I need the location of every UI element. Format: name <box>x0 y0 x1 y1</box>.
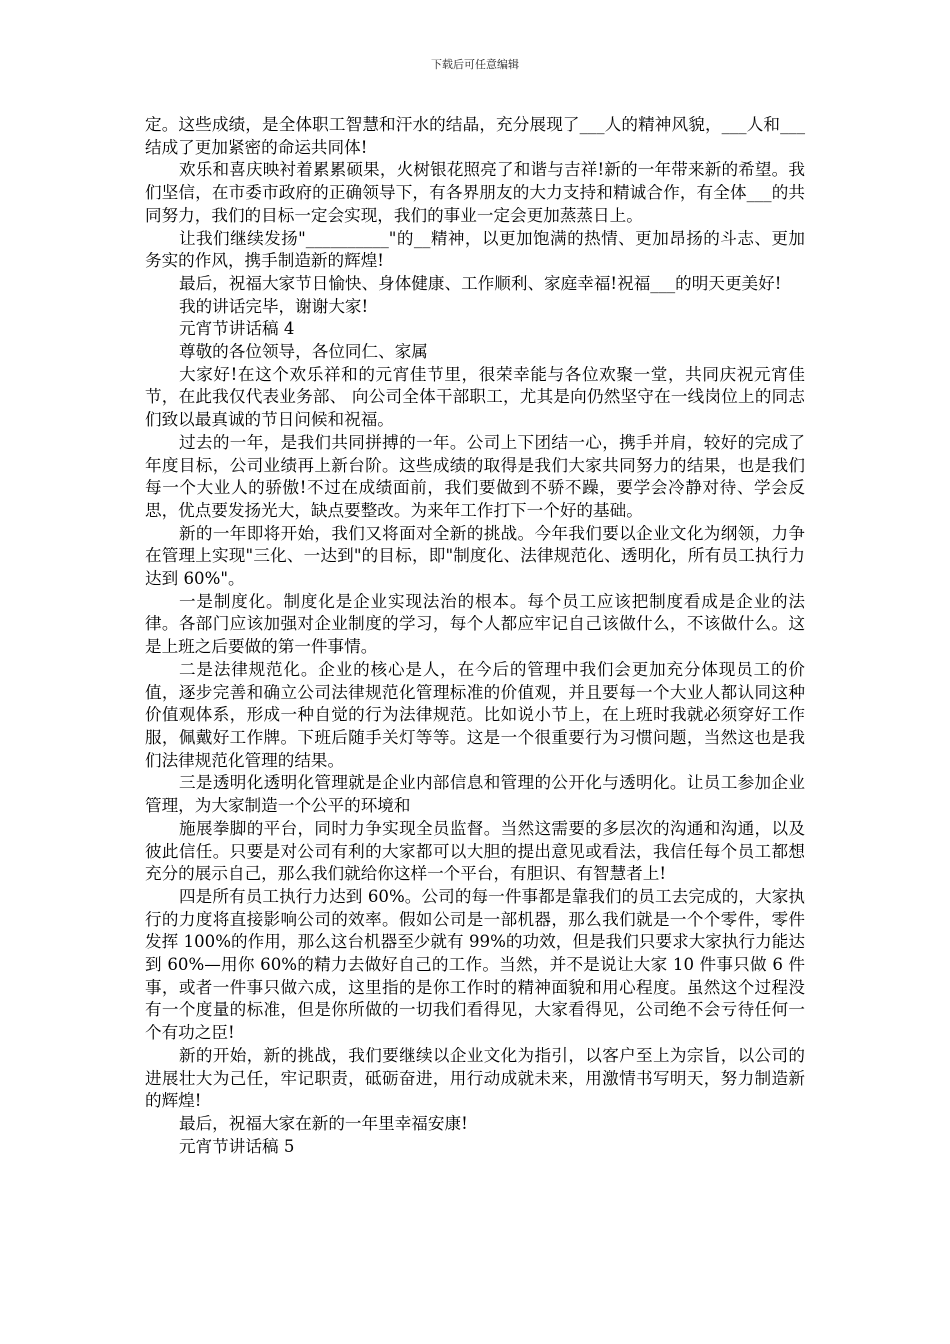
paragraph: 三是透明化透明化管理就是企业内部信息和管理的公开化与透明化。让员工参加企业管理，为大家制造一个公平的环境和 <box>145 773 805 816</box>
paragraph: 一是制度化。制度化是企业实现法治的根本。每个员工应该把制度看成是企业的法律。各部门应该加强对企业制度的学习，每个人都应牢记自己该做什么，不该做什么。这是上班之后要做的第一件事情。 <box>145 591 805 657</box>
paragraph: 新的一年即将开始，我们又将面对全新的挑战。今年我们要以企业文化为纲领，力争在管理上实现"三化、一达到"的目标，即"制度化、法律规范化、透明化，所有员工执行力达到 60%"。 <box>145 523 805 589</box>
salutation: 尊敬的各位领导，各位同仁、家属 <box>179 342 428 362</box>
page-header: 下载后可任意编辑 <box>431 58 519 71</box>
paragraph: 新的开始，新的挑战，我们要继续以企业文化为指引，以客户至上为宗旨，以公司的进展壮大为己任，牢记职责，砥砺奋进，用行动成就未来，用激情书写明天，努力制造新的辉煌! <box>145 1045 805 1111</box>
document-body <box>145 114 805 1158</box>
paragraph: 我的讲话完毕，谢谢大家! <box>179 296 369 316</box>
paragraph: 让我们继续发扬"__________"的__精神，以更加饱满的热情、更加昂扬的斗志、更加务实的作风，携手制造新的辉煌! <box>145 228 805 271</box>
paragraph: 四是所有员工执行力达到 60%。公司的每一件事都是靠我们的员工去完成的，大家执行的力度将直接影响公司的效率。假如公司是一部机器，那么我们就是一个个零件，零件发挥 100%的作用，那么这台机器至少就有 99%的功效，但是我们只要求大家执行力能达到 60%—用你 60%的精力去做好自己的工作。当然，并不是说让大家 10 件事只做 6 件事，或者一件事只做六成，这里指的是你工作时的精神面貌和用心程度。虽然这个过程没有一个度量的标准，但是你所做的一切我们看得见，大家看得见，公司绝不会亏待任何一个有功之臣! <box>145 886 805 1043</box>
paragraph: 最后，祝福大家节日愉快、身体健康、工作顺利、家庭幸福!祝福___的明天更美好! <box>179 273 782 293</box>
paragraph: 大家好!在这个欢乐祥和的元宵佳节里，很荣幸能与各位欢聚一堂，共同庆祝元宵佳节，在此我仅代表业务部、 向公司全体干部职工，尤其是向仍然坚守在一线岗位上的同志们致以最真诚的节日问候和祝福。 <box>145 364 805 430</box>
paragraph: 过去的一年，是我们共同拼搏的一年。公司上下团结一心，携手并肩，较好的完成了年度目标，公司业绩再上新台阶。这些成绩的取得是我们大家共同努力的结果，也是我们每一个大业人的骄傲!不过在成绩面前，我们要做到不骄不躁，要学会冷静对待、学会反思，优点要发扬光大，缺点要整改。为来年工作打下一个好的基础。 <box>145 432 805 520</box>
section-heading: 元宵节讲话稿 4 <box>179 319 295 339</box>
paragraph: 欢乐和喜庆映衬着累累硕果，火树银花照亮了和谐与吉祥!新的一年带来新的希望。我们坚信，在市委市政府的正确领导下，有各界朋友的大力支持和精诚合作，有全体___的共同努力，我们的目标一定会实现，我们的事业一定会更加蒸蒸日上。 <box>145 160 805 225</box>
section-heading: 元宵节讲话稿 5 <box>179 1136 295 1156</box>
paragraph: 二是法律规范化。企业的核心是人，在今后的管理中我们会更加充分体现员工的价值，逐步完善和确立公司法律规范化管理标准的价值观，并且要每一个大业人都认同这种价值观体系，形成一种自觉的行为法律规范。比如说小节上，在上班时我就必须穿好工作服，佩戴好工作牌。下班后随手关灯等等。这是一个很重要行为习惯问题，当然这也是我们法律规范化管理的结果。 <box>145 659 805 770</box>
paragraph: 最后，祝福大家在新的一年里幸福安康! <box>179 1113 468 1133</box>
paragraph: 施展拳脚的平台，同时力争实现全员监督。当然这需要的多层次的沟通和沟通，以及彼此信任。只要是对公司有利的大家都可以大胆的提出意见或看法，我信任每个员工都想充分的展示自己，那么我们就给你这样一个平台，有胆识、有智慧者上! <box>145 818 805 884</box>
paragraph: 定。这些成绩，是全体职工智慧和汗水的结晶，充分展现了___人的精神风貌，___人和___结成了更加紧密的命运共同体! <box>145 115 805 157</box>
